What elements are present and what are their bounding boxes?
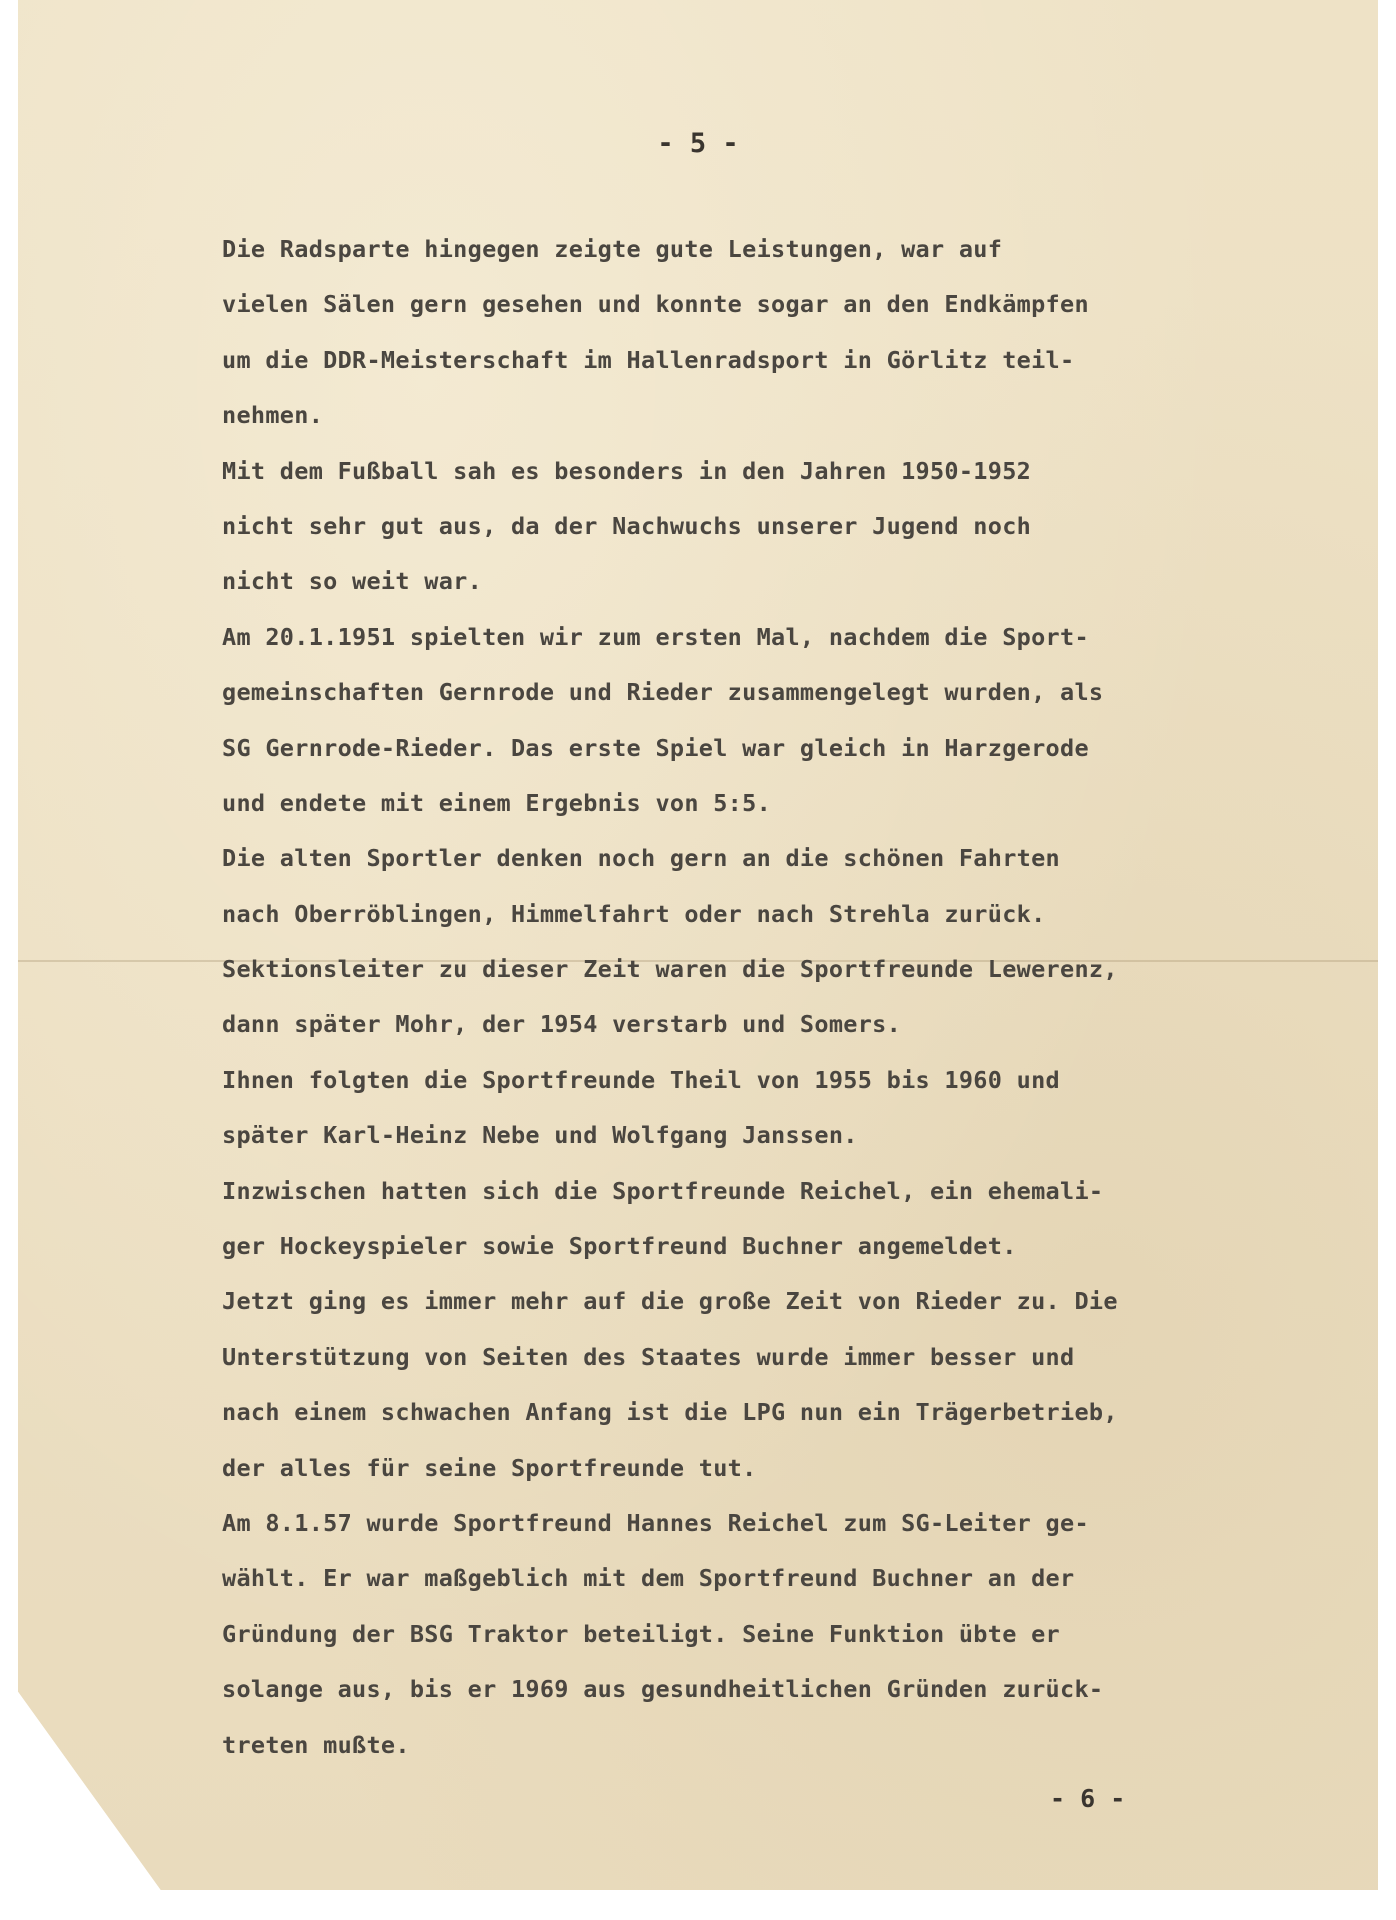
body-text: [222, 222, 1282, 1773]
text-line: vielen Sälen gern gesehen und konnte sogar an den Endkämpfen: [222, 290, 1089, 319]
text-line: Die alten Sportler denken noch gern an die schönen Fahrten: [222, 844, 1060, 873]
text-line: Die Radsparte hingegen zeigte gute Leistungen, war auf: [222, 235, 1003, 263]
text-line: Unterstützung von Seiten des Staates wurde immer besser und: [222, 1342, 1075, 1371]
text-line: und endete mit einem Ergebnis von 5:5.: [222, 788, 772, 817]
text-line: Am 8.1.57 wurde Sportfreund Hannes Reichel zum SG-Leiter ge-: [222, 1508, 1089, 1537]
text-line: Sektionsleiter zu dieser Zeit waren die Sportfreunde Lewerenz,: [222, 955, 1118, 984]
text-line: dann später Mohr, der 1954 verstarb und Somers.: [222, 1010, 902, 1039]
text-line: Am 20.1.1951 spielten wir zum ersten Mal, nachdem die Sport-: [222, 622, 1089, 651]
text-line: Ihnen folgten die Sportfreunde Theil von 1955 bis 1960 und: [222, 1065, 1060, 1094]
text-line: Jetzt ging es immer mehr auf die große Zeit von Rieder zu. Die: [222, 1287, 1118, 1316]
text-line: der alles für seine Sportfreunde tut.: [222, 1453, 757, 1482]
next-page-marker: - 6 -: [1050, 1784, 1126, 1813]
text-line: nach einem schwachen Anfang ist die LPG nun ein Trägerbetrieb,: [222, 1398, 1118, 1427]
page-number: - 5 -: [657, 128, 739, 159]
text-line: SG Gernrode-Rieder. Das erste Spiel war gleich in Harzgerode: [222, 733, 1089, 762]
text-line: gemeinschaften Gernrode und Rieder zusammengelegt wurden, als: [222, 678, 1104, 707]
text-line: später Karl-Heinz Nebe und Wolfgang Janssen.: [222, 1121, 858, 1150]
text-line: nicht sehr gut aus, da der Nachwuchs unserer Jugend noch: [222, 511, 1032, 540]
text-line: solange aus, bis er 1969 aus gesundheitlichen Gründen zurück-: [222, 1675, 1104, 1704]
text-line: Mit dem Fußball sah es besonders in den Jahren 1950-1952: [222, 456, 1032, 485]
text-line: ger Hockeyspieler sowie Sportfreund Buchner angemeldet.: [222, 1232, 1017, 1261]
text-line: Gründung der BSG Traktor beteiligt. Seine Funktion übte er: [222, 1619, 1060, 1648]
text-line: wählt. Er war maßgeblich mit dem Sportfreund Buchner an der: [222, 1564, 1075, 1593]
text-line: nach Oberröblingen, Himmelfahrt oder nach Strehla zurück.: [222, 899, 1046, 928]
text-line: treten mußte.: [222, 1730, 410, 1759]
text-line: nicht so weit war.: [222, 567, 483, 596]
text-line: um die DDR-Meisterschaft im Hallenradsport in Görlitz teil-: [222, 345, 1075, 374]
text-line: nehmen.: [222, 401, 324, 430]
text-line: Inzwischen hatten sich die Sportfreunde Reichel, ein ehemali-: [222, 1176, 1104, 1205]
